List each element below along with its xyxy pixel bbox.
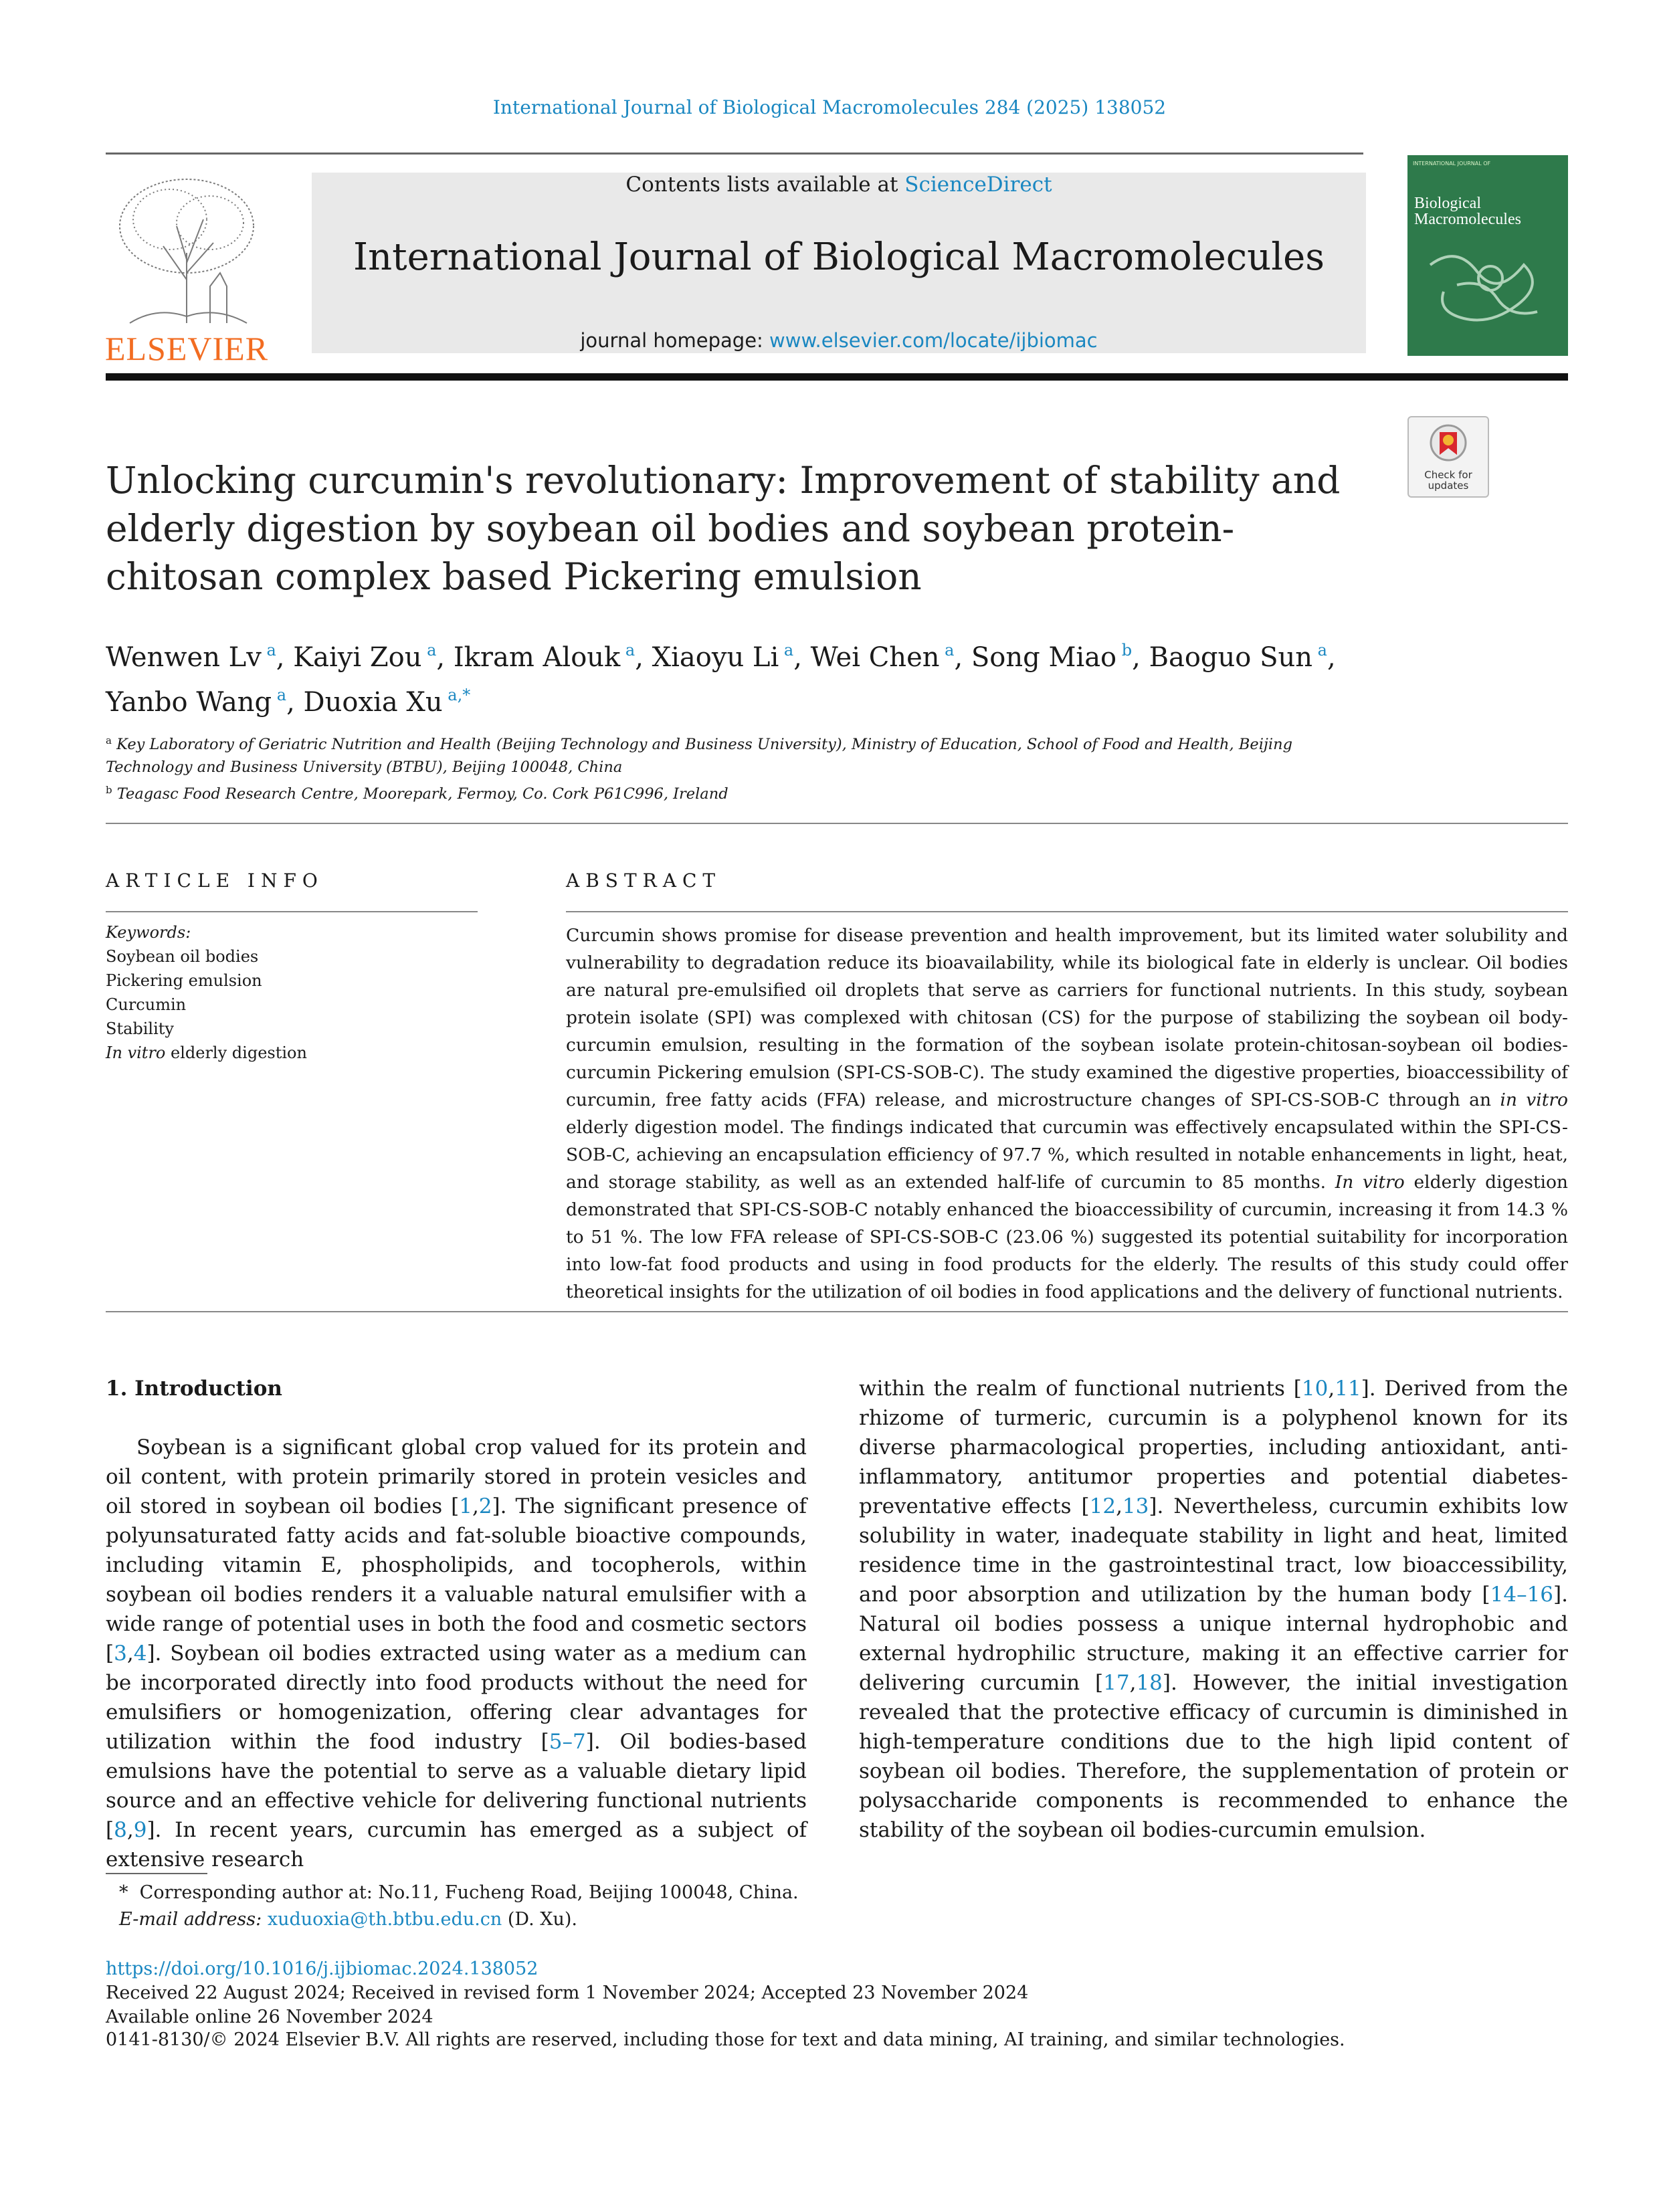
citation-link[interactable]: 10 xyxy=(1301,1377,1329,1401)
check-for-updates-label: Check for updates xyxy=(1424,469,1472,492)
abstract-bottom-rule xyxy=(106,1311,1568,1312)
crossmark-icon xyxy=(1409,417,1488,464)
author-affiliation-mark[interactable]: b xyxy=(1116,641,1133,660)
journal-cover-thumbnail[interactable] xyxy=(1407,155,1568,356)
abstract-body: Curcumin shows promise for disease prevention and health improvement, but its limited water solubility and vulnerability to degradation reduce its bioavailability, while its biological fate in elderly is unclear. Oil bodies are natural pre-emulsified oil droplets that serve as carriers for functional nutrients. In this study, soybean protein isolate (SPI) was complexed with chitosan (CS) for the purpose of stabilizing the soybean oil body-curcumin emulsion, resulting in the formation of the soybean isolate protein-chitosan-soybean oil bodies-curcumin Pickering emulsion (SPI-CS-SOB-C). The study examined the digestive properties, bioaccessibility of curcumin, free fatty acids (FFA) release, and microstructure changes of SPI-CS-SOB-C through an in vitro elderly digestion model. The findings indicated that curcumin was effectively encapsulated within the SPI-CS-SOB-C, achieving an encapsulation efficiency of 97.7 %, which resulted in notable enhancements in light, heat, and storage stability, as well as an extended half-life of curcumin to 85 months. In vitro elderly digestion demonstrated that SPI-CS-SOB-C notably enhanced the bioaccessibility of curcumin, increasing it from 14.3 % to 51 %. The low FFA release of SPI-CS-SOB-C (23.06 %) suggested its potential suitability for incorporation into low-fat food products and using in food products for the elderly. The results of this study could offer theoretical insights for the utilization of oil bodies in food applications and the delivery of functional nutrients. xyxy=(566,925,1568,1302)
abstract-heading: ABSTRACT xyxy=(566,870,722,892)
author-affiliation-mark[interactable]: a xyxy=(261,641,276,660)
article-info-heading: ARTICLE INFO xyxy=(106,870,324,892)
author-affiliation-mark[interactable]: a xyxy=(272,686,287,704)
affiliation-b: $^b$ Teagasc Food Research Centre, Moorepark, Fermoy, Co. Cork P61C996, Ireland xyxy=(106,784,728,803)
citation-link[interactable]: 14–16 xyxy=(1490,1583,1554,1607)
sciencedirect-link[interactable]: ScienceDirect xyxy=(904,173,1052,197)
cover-small-title: INTERNATIONAL JOURNAL OF xyxy=(1413,161,1491,167)
citation-link[interactable]: 12 xyxy=(1089,1494,1116,1518)
article-info-rule xyxy=(106,911,478,912)
contents-line: Contents lists available at ScienceDirect xyxy=(625,173,1052,197)
citation-link[interactable]: 13 xyxy=(1122,1494,1149,1518)
citation-link[interactable]: 17 xyxy=(1103,1671,1130,1695)
available-online: Available online 26 November 2024 xyxy=(106,2007,433,2027)
homepage-link[interactable]: www.elsevier.com/locate/ijbiomac xyxy=(769,329,1098,352)
article-title: Unlocking curcumin's revolutionary: Improvement of stability and elderly digestion by soybean oil bodies and soybean protein-chitosan complex based Pickering emulsion xyxy=(106,459,1341,598)
author-name[interactable]: Yanbo Wang xyxy=(106,687,272,718)
author-affiliation-mark[interactable]: a xyxy=(939,641,955,660)
corresponding-author-footnote: * Corresponding author at: No.11, Fucheng Road, Beijing 100048, China. E-mail address: xuduoxia@th.btbu.edu.cn (D. Xu). xyxy=(119,1882,799,1930)
keyword-item: Soybean oil bodies xyxy=(106,947,259,966)
citation-link[interactable]: 1 xyxy=(459,1494,472,1518)
author-name[interactable]: Baoguo Sun xyxy=(1149,642,1312,673)
author-name[interactable]: Song Miao xyxy=(971,642,1117,673)
author-affiliation-mark[interactable]: a,* xyxy=(442,686,471,704)
cover-title: Biological Macromolecules xyxy=(1414,195,1521,228)
elsevier-wordmark: ELSEVIER xyxy=(104,330,269,367)
citation-link[interactable]: 2 xyxy=(478,1494,492,1518)
citation-link[interactable]: 8 xyxy=(114,1818,127,1842)
author-name[interactable]: Ikram Alouk xyxy=(453,642,621,673)
copyright-notice: 0141-8130/© 2024 Elsevier B.V. All rights are reserved, including those for text and data mining, AI training, and similar technologies. xyxy=(106,2029,1345,2050)
header-thick-rule xyxy=(106,373,1568,381)
journal-citation[interactable]: International Journal of Biological Macromolecules 284 (2025) 138052 xyxy=(492,96,1167,118)
author-name[interactable]: Wei Chen xyxy=(810,642,940,673)
author-name[interactable]: Kaiyi Zou xyxy=(293,642,422,673)
received-dates: Received 22 August 2024; Received in revised form 1 November 2024; Accepted 23 November 2024 xyxy=(106,1983,1029,2003)
cover-artwork xyxy=(1417,238,1559,338)
author-name[interactable]: Duoxia Xu xyxy=(303,687,443,718)
keyword-item: In vitro elderly digestion xyxy=(106,1043,307,1062)
author-list: Wenwen Lv $^a$, Kaiyi Zou $^a$, Ikram Alouk $^a$, Xiaoyu Li $^a$, Wei Chen $^a$, Song Miao $^b$, Baoguo Sun $^a$, Yanbo Wang $^a$, Duoxia Xu $^{a,*}$ xyxy=(106,641,1336,718)
affiliation-divider xyxy=(106,823,1568,824)
author-affiliation-mark[interactable]: a xyxy=(1312,641,1327,660)
citation-link[interactable]: 3 xyxy=(114,1641,127,1666)
journal-homepage: journal homepage: www.elsevier.com/locate/ijbiomac xyxy=(580,329,1098,352)
check-for-updates-badge[interactable] xyxy=(1407,416,1489,498)
citation-link[interactable]: 5–7 xyxy=(549,1730,586,1754)
introduction-left-column: Soybean is a significant global crop valued for its protein and oil content, with protein primarily stored in protein vesicles and oil stored in soybean oil bodies [1,2]. The significant presence of polyunsaturated fatty acids and fat-soluble bioactive compounds, including vitamin E, phospholipids, and tocopherols, within soybean oil bodies renders it a valuable natural emulsifier with a wide range of potential uses in both the food and cosmetic sectors [3,4]. Soybean oil bodies extracted using water as a medium can be incorporated directly into food products without the need for emulsifiers or homogenization, offering clear advantages for utilization within the food industry [5–7]. Oil bodies-based emulsions have the potential to serve as a valuable dietary lipid source and an effective vehicle for delivering functional nutrients [8,9]. In recent years, curcumin has emerged as a subject of extensive research xyxy=(106,1435,807,1872)
abstract-rule xyxy=(566,911,1568,912)
author-affiliation-mark[interactable]: a xyxy=(779,641,794,660)
email-link[interactable]: xuduoxia@th.btbu.edu.cn xyxy=(267,1909,502,1930)
introduction-right-column: within the realm of functional nutrients [10,11]. Derived from the rhizome of turmeric, curcumin is a polyphenol known for its diverse pharmacological properties, including antioxidant, anti-inflammatory, antitumor properties and potential diabetes-preventative effects [12,13]. Nevertheless, curcumin exhibits low solubility in water, inadequate stability in light and heat, limited residence time in the gastrointestinal tract, low bioaccessibility, and poor absorption and utilization by the human body [14–16]. Natural oil bodies possess a unique internal hydrophobic and external hydrophilic structure, making it an effective carrier for delivering curcumin [17,18]. However, the initial investigation revealed that the protective efficacy of curcumin is diminished in high-temperature conditions due to the high lipid content of soybean oil bodies. Therefore, the supplementation of protein or polysaccharide components is recommended to enhance the stability of the soybean oil bodies-curcumin emulsion. xyxy=(859,1377,1568,1842)
citation-link[interactable]: 18 xyxy=(1136,1671,1163,1695)
keywords-label: Keywords: xyxy=(106,923,191,942)
header-divider xyxy=(106,153,1363,155)
author-name[interactable]: Wenwen Lv xyxy=(106,642,262,673)
affiliation-a: $^a$ Key Laboratory of Geriatric Nutrition and Health (Beijing Technology and Business University), Ministry of Education, School of Food and Health, Beijing Technology and Business University (BTBU), Beijing 100048, China xyxy=(106,734,1292,776)
keyword-item: Curcumin xyxy=(106,995,187,1014)
author-affiliation-mark[interactable]: a xyxy=(421,641,437,660)
affiliations xyxy=(106,729,1363,805)
keyword-item: Stability xyxy=(106,1019,174,1038)
introduction-heading: 1. Introduction xyxy=(106,1377,282,1401)
footnote-rule xyxy=(106,1873,207,1874)
author-name[interactable]: Xiaoyu Li xyxy=(652,642,779,673)
citation-link[interactable]: 11 xyxy=(1335,1377,1361,1401)
doi-link[interactable]: https://doi.org/10.1016/j.ijbiomac.2024.138052 xyxy=(106,1958,539,1979)
citation-link[interactable]: 9 xyxy=(133,1818,147,1842)
keyword-item: Pickering emulsion xyxy=(106,971,262,990)
keywords-block xyxy=(106,920,480,1065)
citation-link[interactable]: 4 xyxy=(133,1641,147,1666)
journal-title: International Journal of Biological Macromolecules xyxy=(353,235,1325,279)
author-affiliation-mark[interactable]: a xyxy=(620,641,636,660)
